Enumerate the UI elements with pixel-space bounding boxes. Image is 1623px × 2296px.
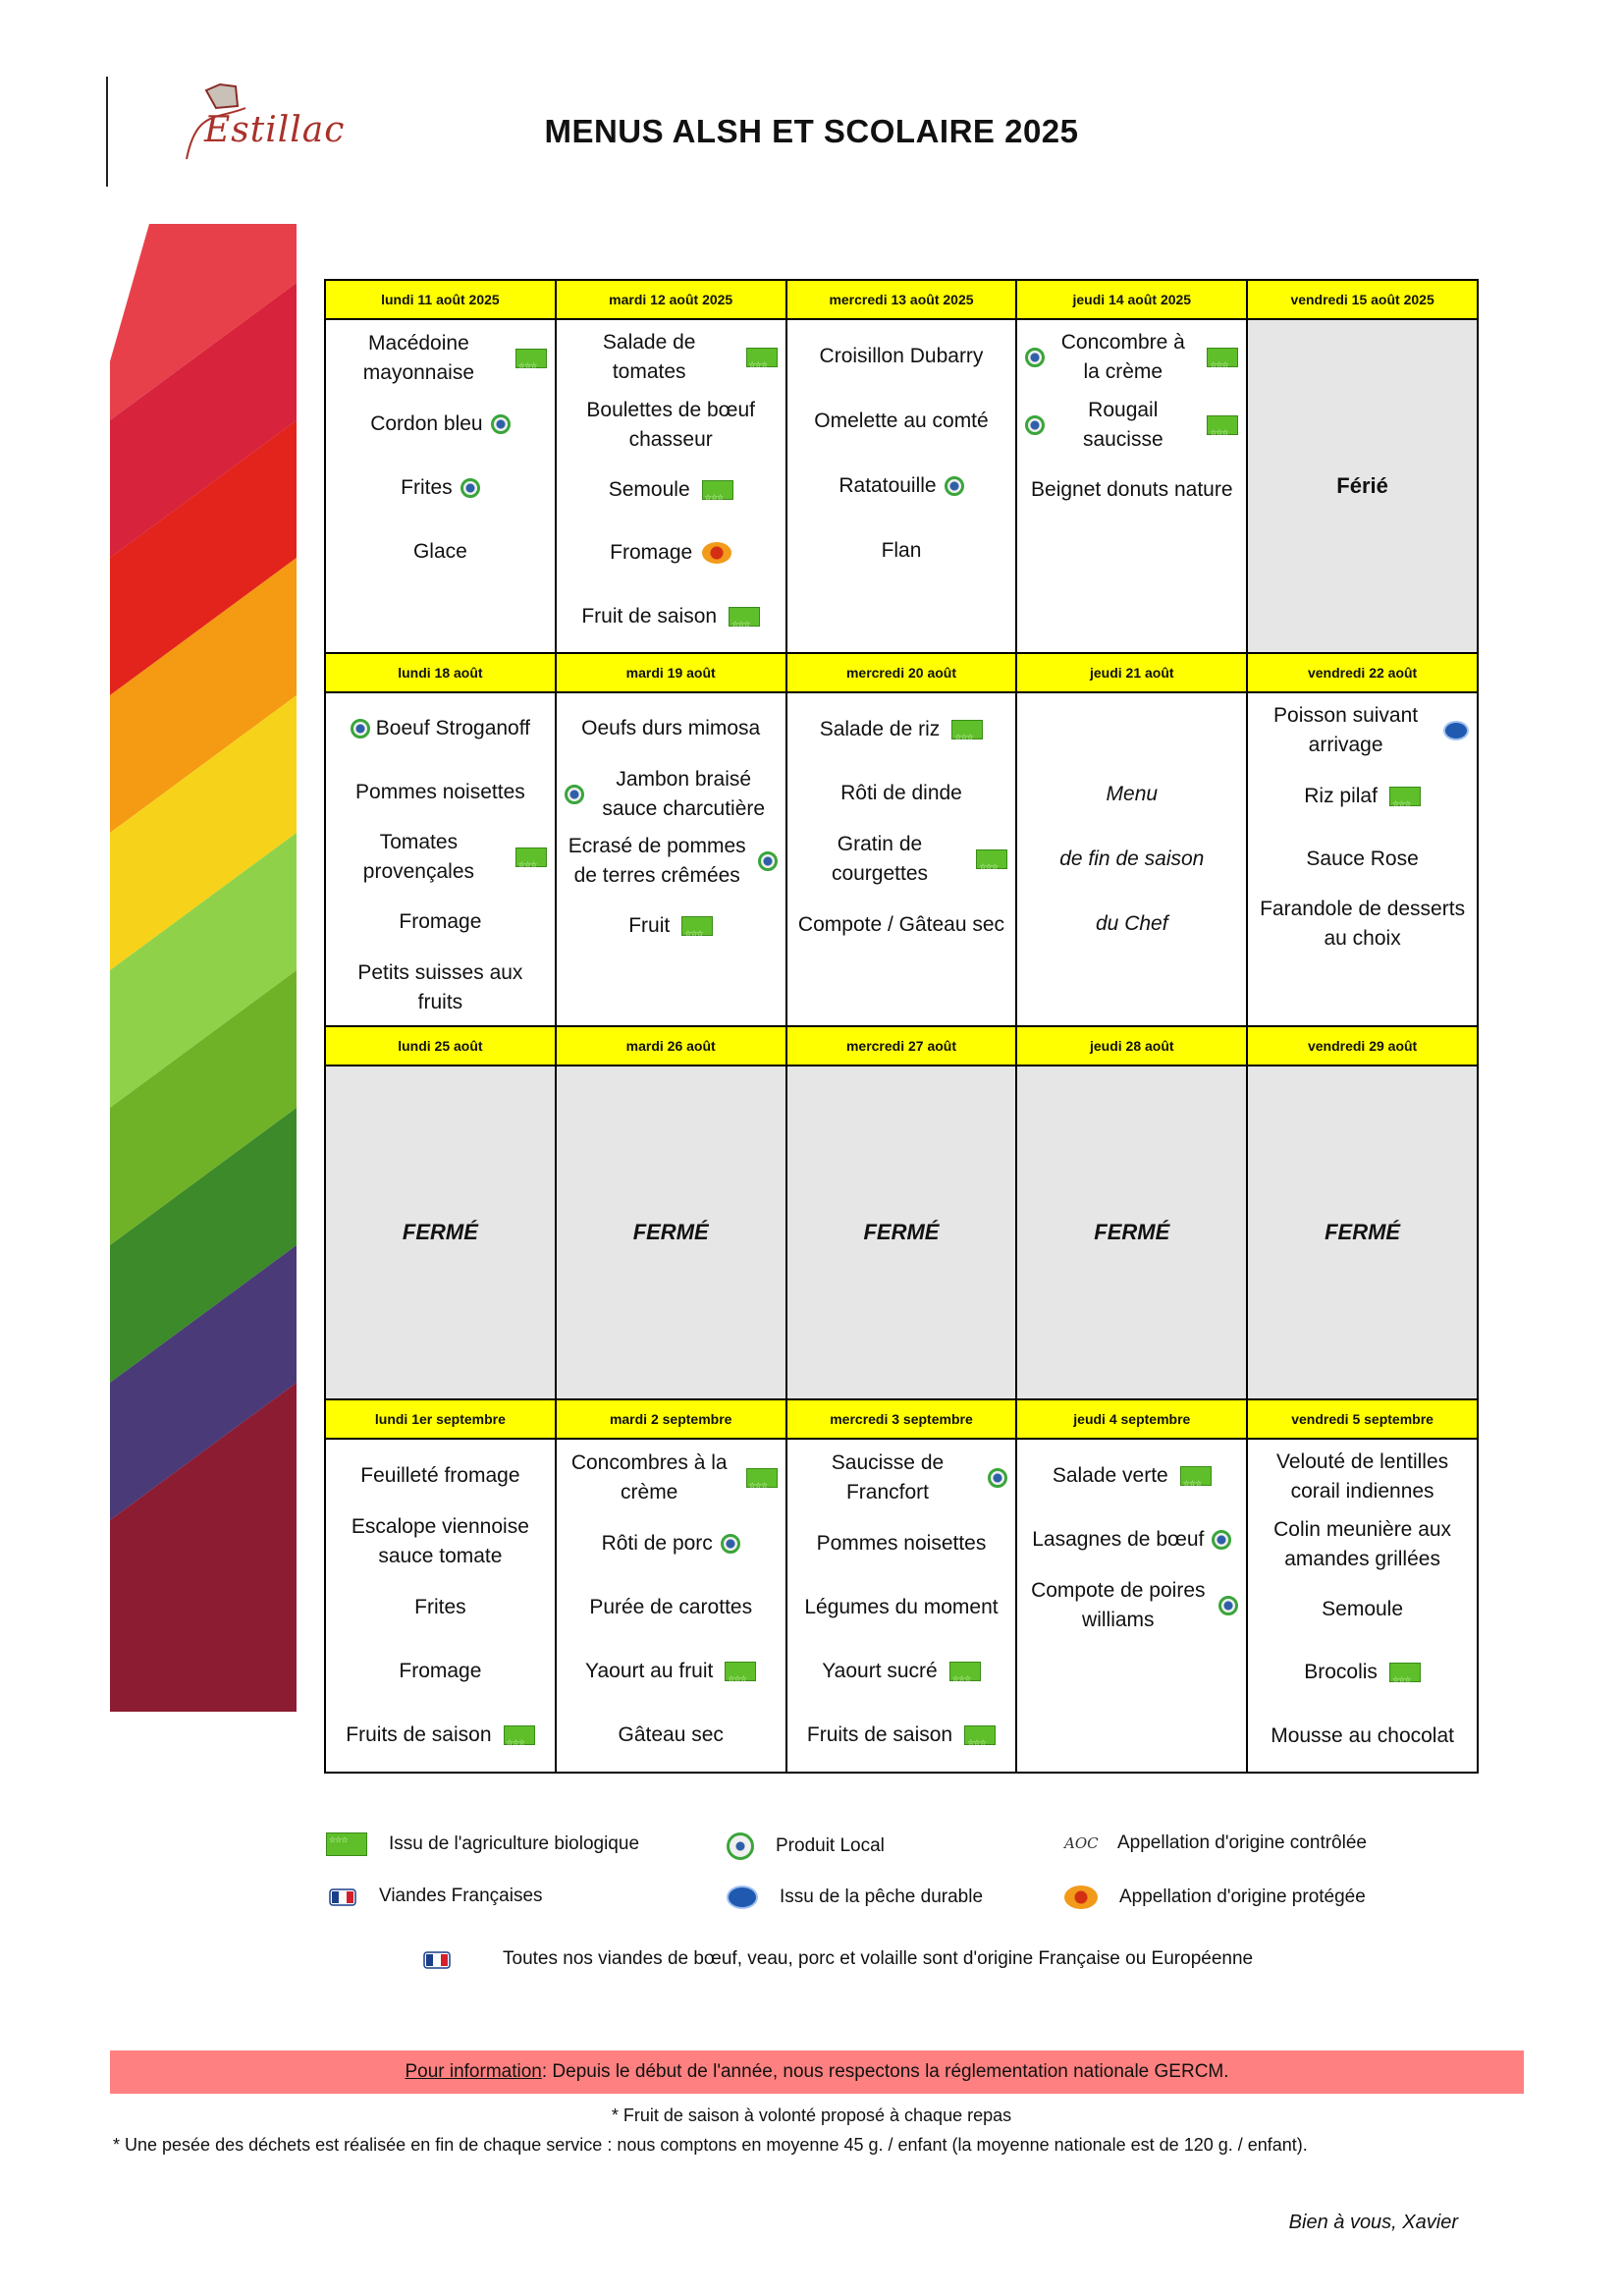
- dish: du Chef: [1096, 912, 1168, 935]
- day-header: jeudi 21 août: [1016, 653, 1247, 692]
- day-header: vendredi 15 août 2025: [1247, 280, 1478, 319]
- bio-icon: [504, 1725, 535, 1745]
- dish-empty: [1025, 589, 1238, 644]
- dish: Rôti de porc: [565, 1516, 778, 1571]
- dish: Pommes noisettes: [816, 1531, 987, 1555]
- dish: Glace: [412, 540, 467, 564]
- dish: Frites: [334, 461, 547, 516]
- day-menu-cell: [325, 692, 556, 1026]
- viandes-francaises-icon: [422, 1946, 452, 1972]
- dish: Escalope viennoise sauce tomate: [351, 1514, 529, 1567]
- dish: Macédoine mayonnaise ☆☆☆: [334, 329, 547, 388]
- day-header: mardi 26 août: [556, 1026, 786, 1066]
- holiday-cell: Férié: [1247, 319, 1478, 653]
- bio-icon: [1207, 348, 1238, 367]
- dish: Tomates provençales ☆☆☆: [334, 828, 547, 887]
- dish: Menu: [1106, 783, 1159, 805]
- dish: Purée de carottes: [589, 1595, 753, 1618]
- dish: Yaourt au fruit ☆☆☆: [565, 1644, 778, 1699]
- dish: Compote de poires williams: [1025, 1576, 1238, 1635]
- day-header: jeudi 4 septembre: [1016, 1399, 1247, 1439]
- dish: Petits suisses aux fruits: [357, 960, 523, 1013]
- local-product-icon: [351, 719, 370, 738]
- fruit-note: * Fruit de saison à volonté proposé à chaque repas: [611, 2105, 1012, 2125]
- day-header: mardi 19 août: [556, 653, 786, 692]
- bio-icon: [729, 607, 760, 627]
- legend-aoc: AOC Appellation d'origine contrôlée: [1064, 1832, 1367, 1853]
- day-menu-cell: [1016, 1439, 1247, 1773]
- legend-bio: ☆☆☆ Issu de l'agriculture biologique: [326, 1832, 639, 1856]
- local-product-icon: [727, 1832, 754, 1860]
- dish: Ecrasé de pommes de terres crêmées: [565, 832, 778, 891]
- bio-icon: [964, 1725, 996, 1745]
- dish-empty: [565, 962, 778, 1017]
- day-menu-cell: [786, 319, 1017, 653]
- dish: Feuilleté fromage: [360, 1463, 520, 1487]
- dish: Salade verte ☆☆☆: [1025, 1449, 1238, 1503]
- bio-icon: [725, 1662, 756, 1681]
- local-product-icon: [721, 1534, 740, 1554]
- dish: Légumes du moment: [804, 1595, 999, 1618]
- dish: Lasagnes de bœuf: [1025, 1512, 1238, 1567]
- bio-icon: [976, 849, 1007, 869]
- day-menu-cell: [1247, 1439, 1478, 1773]
- day-header: mardi 2 septembre: [556, 1399, 786, 1439]
- local-product-icon: [491, 414, 511, 434]
- dish: Concombres à la crème ☆☆☆: [565, 1449, 778, 1507]
- origin-note: Toutes nos viandes de bœuf, veau, porc et volaille sont d'origine Française ou Européenne: [422, 1946, 1253, 1972]
- dish: Colin meunière aux amandes grillées: [1273, 1517, 1452, 1570]
- sustainable-fishing-icon: [727, 1886, 758, 1909]
- aop-icon: [1064, 1886, 1098, 1909]
- legend-vf: Viandes Françaises: [328, 1884, 543, 1909]
- dish: Brocolis ☆☆☆: [1256, 1645, 1469, 1700]
- dish-empty: [1025, 702, 1238, 757]
- bio-icon: [515, 349, 547, 368]
- day-header: vendredi 22 août: [1247, 653, 1478, 692]
- week-1-menu-row: [325, 319, 1478, 653]
- dish-empty: [1025, 1644, 1238, 1699]
- dish: Sauce Rose: [1306, 847, 1419, 870]
- day-header: vendredi 5 septembre: [1247, 1399, 1478, 1439]
- dish: Farandole de desserts au choix: [1260, 898, 1466, 951]
- local-product-icon: [988, 1468, 1007, 1488]
- week-1-header-row: [325, 280, 1478, 319]
- bio-icon: [746, 348, 778, 367]
- legend-aop: Appellation d'origine protégée: [1064, 1886, 1366, 1909]
- day-header: lundi 11 août 2025: [325, 280, 556, 319]
- local-product-icon: [1025, 348, 1045, 367]
- closed-cell: FERMÉ: [1016, 1066, 1247, 1399]
- fruit-decoration-strip: [110, 224, 297, 1712]
- day-menu-cell: [786, 1439, 1017, 1773]
- dish: Yaourt sucré ☆☆☆: [795, 1644, 1008, 1699]
- dish: Mousse au chocolat: [1271, 1723, 1454, 1747]
- day-header: lundi 25 août: [325, 1026, 556, 1066]
- dish: Fruit ☆☆☆: [565, 899, 778, 954]
- bio-icon: [1180, 1466, 1212, 1486]
- page-title: MENUS ALSH ET SCOLAIRE 2025: [544, 113, 1079, 149]
- day-menu-cell: [325, 1439, 556, 1773]
- closed-cell: FERMÉ: [786, 1066, 1017, 1399]
- dish: Rôti de dinde: [840, 781, 962, 804]
- dish: Velouté de lentilles corail indiennes: [1276, 1450, 1449, 1503]
- dish: Salade de riz ☆☆☆: [795, 702, 1008, 757]
- dish: Compote / Gâteau sec: [797, 913, 1005, 937]
- local-product-icon: [565, 785, 584, 804]
- estillac-logo: Estillac: [177, 81, 334, 175]
- signature: Bien à vous, Xavier: [1288, 2212, 1458, 2233]
- day-header: mercredi 13 août 2025: [786, 280, 1017, 319]
- bio-icon: [951, 720, 983, 739]
- day-header: lundi 18 août: [325, 653, 556, 692]
- day-menu-cell: [556, 319, 786, 653]
- legend-local: Produit Local: [727, 1832, 885, 1860]
- dish-empty: [795, 961, 1008, 1016]
- local-product-icon: [758, 851, 778, 871]
- bio-icon: [1389, 787, 1421, 806]
- viandes-francaises-icon: [328, 1884, 357, 1909]
- dish-empty: [334, 588, 547, 643]
- dish: Oeufs durs mimosa: [581, 717, 761, 740]
- local-product-icon: [460, 478, 480, 498]
- day-header: jeudi 28 août: [1016, 1026, 1247, 1066]
- dish: Omelette au comté: [814, 410, 989, 432]
- closed-cell: FERMÉ: [556, 1066, 786, 1399]
- day-header: jeudi 14 août 2025: [1016, 280, 1247, 319]
- closed-cell: FERMÉ: [325, 1066, 556, 1399]
- dish: Concombre à la crème ☆☆☆: [1025, 328, 1238, 387]
- dish: Gratin de courgettes ☆☆☆: [795, 830, 1008, 889]
- dish: Croisillon Dubarry: [819, 345, 984, 367]
- dish: Fromage: [399, 1660, 482, 1683]
- dish: Gâteau sec: [618, 1723, 724, 1747]
- dish: Fruits de saison ☆☆☆: [334, 1708, 547, 1763]
- day-header: mercredi 3 septembre: [786, 1399, 1017, 1439]
- bio-icon: [326, 1832, 367, 1856]
- dish-empty: [1025, 1708, 1238, 1763]
- bio-icon: [1207, 415, 1238, 435]
- week-2-menu-row: [325, 692, 1478, 1026]
- day-menu-cell: [556, 692, 786, 1026]
- day-header: lundi 1er septembre: [325, 1399, 556, 1439]
- info-banner: Pour information : Depuis le début de l'année, nous respectons la réglementation nationale GERCM.: [110, 2050, 1524, 2094]
- bio-icon: [681, 916, 713, 936]
- local-product-icon: [1212, 1530, 1231, 1550]
- closed-cell: FERMÉ: [1247, 1066, 1478, 1399]
- aop-icon: [702, 542, 731, 564]
- dish: Semoule: [1322, 1597, 1404, 1620]
- local-product-icon: [1025, 415, 1045, 435]
- sustainable-fishing-icon: [1443, 721, 1469, 740]
- dish: Salade de tomates ☆☆☆: [565, 328, 778, 387]
- bio-icon: [702, 480, 733, 500]
- day-menu-cell: [1247, 692, 1478, 1026]
- dish: Cordon bleu: [334, 397, 547, 452]
- dish: Beignet donuts nature: [1031, 477, 1233, 501]
- dish-empty: [795, 588, 1008, 643]
- dish-empty: [1025, 961, 1238, 1016]
- day-menu-cell: [556, 1439, 786, 1773]
- day-menu-cell: [325, 319, 556, 653]
- bio-icon: [746, 1468, 778, 1488]
- dish: Ratatouille: [795, 459, 1008, 514]
- day-menu-cell: [786, 692, 1017, 1026]
- bio-icon: [949, 1662, 981, 1681]
- dish: Rougail saucisse ☆☆☆: [1025, 396, 1238, 455]
- local-product-icon: [1218, 1596, 1238, 1615]
- dish: Jambon braisé sauce charcutière: [565, 765, 778, 824]
- week-4-header-row: [325, 1399, 1478, 1439]
- dish: Poisson suivant arrivage: [1256, 701, 1469, 760]
- legend-peche: Issu de la pêche durable: [727, 1886, 983, 1909]
- day-header: mardi 12 août 2025: [556, 280, 786, 319]
- waste-note: * Une pesée des déchets est réalisée en fin de chaque service : nous comptons en moyenne 45 g. / enfant (la moyenne nationale est de 120 g. / enfant).: [113, 2135, 1308, 2155]
- menu-table: [324, 279, 1479, 1774]
- dish: Riz pilaf ☆☆☆: [1256, 769, 1469, 824]
- bio-icon: [1389, 1663, 1421, 1682]
- dish: Boeuf Stroganoff: [334, 701, 547, 756]
- day-menu-cell: [1016, 692, 1247, 1026]
- dish: Semoule ☆☆☆: [565, 463, 778, 518]
- dish: Pommes noisettes: [355, 780, 525, 803]
- dish: Fromage: [565, 525, 778, 580]
- dish: Saucisse de Francfort: [795, 1449, 1008, 1507]
- week-2-header-row: [325, 653, 1478, 692]
- dish-empty: [1256, 962, 1469, 1017]
- dish: Fruits de saison ☆☆☆: [795, 1708, 1008, 1763]
- bio-icon: [515, 847, 547, 867]
- dish: Fromage: [399, 910, 482, 934]
- local-product-icon: [945, 476, 964, 496]
- day-header: mercredi 27 août: [786, 1026, 1017, 1066]
- day-header: mercredi 20 août: [786, 653, 1017, 692]
- dish: de fin de saison: [1059, 847, 1205, 870]
- dish: Boulettes de bœuf chasseur: [586, 398, 755, 451]
- week-3-menu-row: [325, 1066, 1478, 1399]
- day-header: vendredi 29 août: [1247, 1026, 1478, 1066]
- day-menu-cell: [1016, 319, 1247, 653]
- dish: Frites: [414, 1595, 466, 1618]
- week-3-header-row: [325, 1026, 1478, 1066]
- dish: Fruit de saison ☆☆☆: [565, 589, 778, 644]
- dish: Flan: [881, 539, 922, 562]
- dish-empty: [1025, 525, 1238, 580]
- aoc-icon: AOC: [1064, 1834, 1099, 1852]
- week-4-menu-row: [325, 1439, 1478, 1773]
